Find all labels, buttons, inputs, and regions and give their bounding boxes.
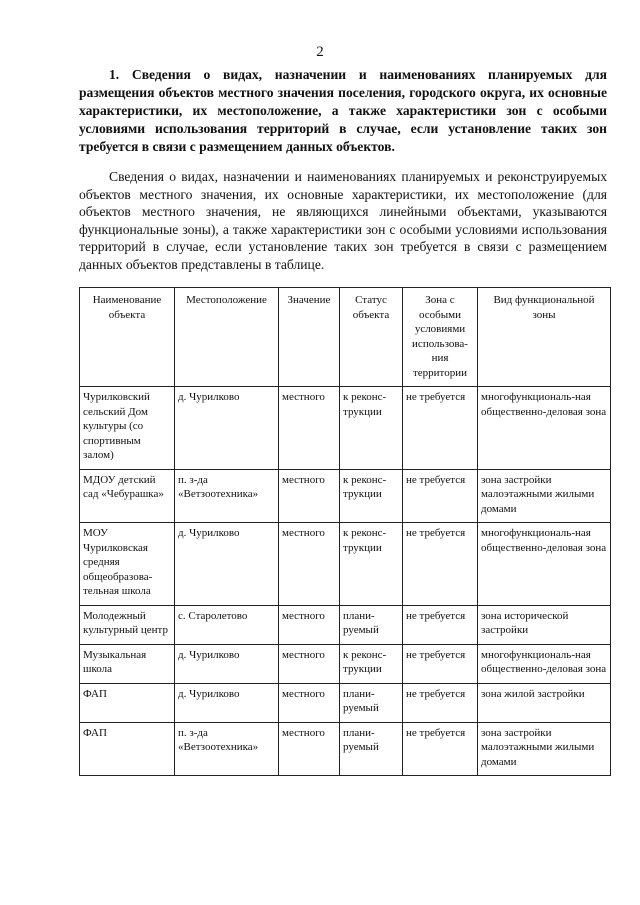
cell-special-zone: не требуется (403, 644, 478, 683)
cell-location: д. Чурилково (175, 523, 279, 606)
cell-object-name: МОУ Чурилковская средняя общеобразова-тельная школа (80, 523, 175, 606)
table-row (80, 683, 611, 722)
cell-functional-zone: зона застройки малоэтажными жилыми домами (478, 722, 611, 776)
table-row (80, 644, 611, 683)
cell-special-zone: не требуется (403, 469, 478, 523)
cell-special-zone: не требуется (403, 722, 478, 776)
cell-location: д. Чурилково (175, 644, 279, 683)
cell-status: к реконс-трукции (340, 469, 403, 523)
cell-object-name: Чурилковский сельский Дом культуры (со спортивным залом) (80, 387, 175, 470)
header-location: Местоположение (175, 288, 279, 387)
cell-status: плани-руемый (340, 683, 403, 722)
cell-status: плани-руемый (340, 605, 403, 644)
cell-status: к реконс-трукции (340, 387, 403, 470)
cell-status: плани-руемый (340, 722, 403, 776)
header-functional-zone: Вид функциональной зоны (478, 288, 611, 387)
cell-object-name: Музыкальная школа (80, 644, 175, 683)
cell-functional-zone: многофункциональ-ная общественно-деловая зона (478, 523, 611, 606)
objects-table (79, 287, 611, 776)
cell-significance: местного (279, 683, 340, 722)
cell-special-zone: не требуется (403, 605, 478, 644)
cell-status: к реконс-трукции (340, 523, 403, 606)
cell-special-zone: не требуется (403, 387, 478, 470)
cell-functional-zone: зона застройки малоэтажными жилыми домами (478, 469, 611, 523)
cell-functional-zone: зона жилой застройки (478, 683, 611, 722)
cell-object-name: Молодежный культурный центр (80, 605, 175, 644)
cell-significance: местного (279, 605, 340, 644)
cell-special-zone: не требуется (403, 683, 478, 722)
cell-location: с. Старолетово (175, 605, 279, 644)
table-row (80, 523, 611, 606)
header-object-name: Наименование объекта (80, 288, 175, 387)
table-row (80, 387, 611, 470)
cell-functional-zone: многофункциональ-ная общественно-деловая зона (478, 387, 611, 470)
cell-location: п. з-да «Ветзоотехника» (175, 469, 279, 523)
cell-significance: местного (279, 722, 340, 776)
header-status: Статус объекта (340, 288, 403, 387)
cell-object-name: ФАП (80, 683, 175, 722)
cell-functional-zone: многофункциональ-ная общественно-деловая зона (478, 644, 611, 683)
cell-object-name: МДОУ детский сад «Чебурашка» (80, 469, 175, 523)
cell-object-name: ФАП (80, 722, 175, 776)
cell-location: д. Чурилково (175, 683, 279, 722)
cell-special-zone: не требуется (403, 523, 478, 606)
intro-paragraph: Сведения о видах, назначении и наименованиях планируемых и реконструируемых объектов местного значения, их основные характеристики, их местоположение (для объектов местного значения, не являющихся линейными объектами, указываются функциональные зоны), а также характеристики зон с особыми условиями использования территорий в случае, если установление таких зон требуется в связи с размещением данных объектов представлены в таблице. (79, 169, 607, 272)
table-row (80, 605, 611, 644)
cell-functional-zone: зона исторической застройки (478, 605, 611, 644)
cell-location: д. Чурилково (175, 387, 279, 470)
header-significance: Значение (279, 288, 340, 387)
cell-significance: местного (279, 387, 340, 470)
cell-location: п. з-да «Ветзоотехника» (175, 722, 279, 776)
cell-significance: местного (279, 469, 340, 523)
cell-significance: местного (279, 644, 340, 683)
table-header-row (80, 288, 611, 387)
cell-status: к реконс-трукции (340, 644, 403, 683)
table-row (80, 469, 611, 523)
section-heading: 1. Сведения о видах, назначении и наименованиях планируемых для размещения объектов местного значения поселения, городского округа, их основные характеристики, их местоположение, а также характеристики зон с особыми условиями использования территорий в случае, если установление таких зон требуется в связи с размещением данных объектов. (79, 67, 607, 154)
table-row (80, 722, 611, 776)
header-special-zone: Зона с особыми условиями использова-ния территории (403, 288, 478, 387)
page-number: 2 (316, 44, 324, 60)
cell-significance: местного (279, 523, 340, 606)
